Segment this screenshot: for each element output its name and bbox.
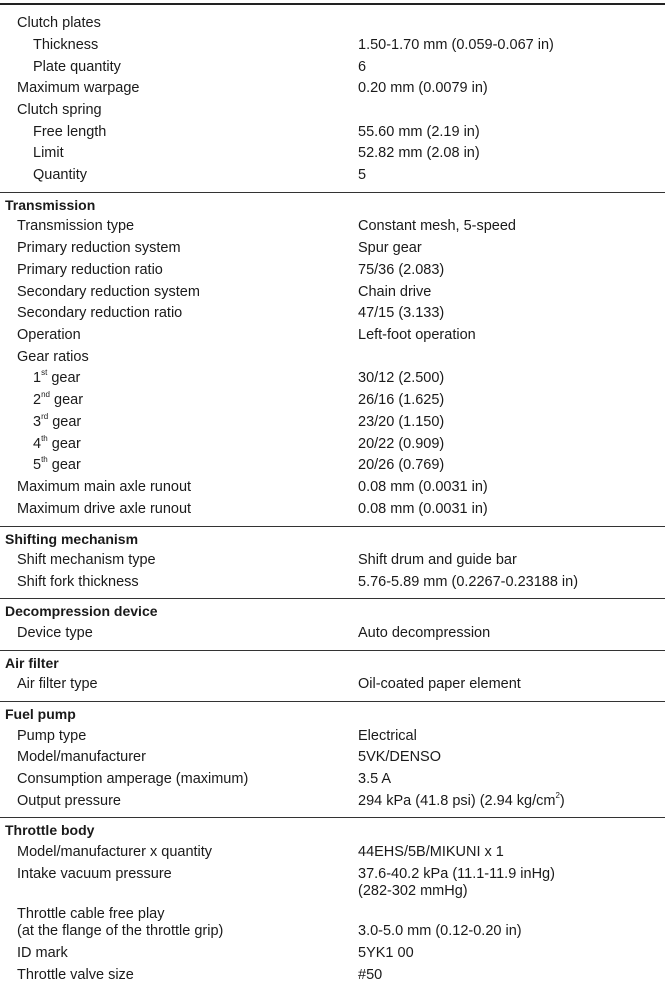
gear-1-label: 1st gear <box>33 368 81 386</box>
shift-fork-value: 5.76-5.89 mm (0.2267-0.23188 in) <box>358 574 579 590</box>
clutch-spring-label: Clutch spring <box>17 102 102 118</box>
section-divider <box>0 701 665 702</box>
gear-4-value: 20/22 (0.909) <box>358 436 445 452</box>
clutch-quantity-value: 5 <box>358 167 367 183</box>
shift-fork-label: Shift fork thickness <box>17 574 139 590</box>
section-divider <box>0 817 665 818</box>
pump-type-label: Pump type <box>17 728 87 744</box>
id-mark-value: 5YK1 00 <box>358 945 414 961</box>
clutch-thickness-label: Thickness <box>33 37 99 53</box>
throttle-title: Throttle body <box>5 822 95 838</box>
gear-2-value: 26/16 (1.625) <box>358 392 445 408</box>
pump-pressure-value: 294 kPa (41.8 psi) (2.94 $kg/cm^2$) <box>358 791 565 809</box>
secondary-ratio-value: 47/15 (3.133) <box>358 305 445 321</box>
gear-1-value: 30/12 (2.500) <box>358 370 445 386</box>
pump-model-label: Model/manufacturer <box>17 749 146 765</box>
clutch-thickness-value: 1.50-1.70 mm (0.059-0.067 in) <box>358 37 554 53</box>
clutch-free-length-label: Free length <box>33 124 107 140</box>
transmission-type-value: Constant mesh, 5-speed <box>358 218 516 234</box>
decompression-title: Decompression device <box>5 603 158 619</box>
gear-ratios-label: Gear ratios <box>17 349 89 365</box>
main-axle-runout-label: Maximum main axle runout <box>17 479 192 495</box>
clutch-warpage-label: Maximum warpage <box>17 80 140 96</box>
main-axle-runout-value: 0.08 mm (0.0031 in) <box>358 479 488 495</box>
clutch-plate-qty-value: 6 <box>358 59 367 75</box>
id-mark-label: ID mark <box>17 945 68 961</box>
vacuum-pressure-label: Intake vacuum pressure <box>17 866 172 882</box>
pump-amperage-value: 3.5 A <box>358 771 392 787</box>
vacuum-pressure-value-line2: (282-302 mmHg) <box>358 883 468 899</box>
valve-size-value: #50 <box>358 967 383 983</box>
air-filter-title: Air filter <box>5 655 59 671</box>
clutch-quantity-label: Quantity <box>33 167 87 183</box>
pump-type-value: Electrical <box>358 728 417 744</box>
section-divider <box>0 598 665 599</box>
cable-free-play-label-line2: (at the flange of the throttle grip) <box>17 923 224 939</box>
section-divider <box>0 192 665 193</box>
air-filter-type-value: Oil-coated paper element <box>358 676 521 692</box>
valve-size-label: Throttle valve size <box>17 967 134 983</box>
clutch-plates-label: Clutch plates <box>17 15 101 31</box>
gear-5-label: 5th gear <box>33 455 81 473</box>
primary-system-label: Primary reduction system <box>17 240 181 256</box>
fuel-pump-title: Fuel pump <box>5 706 76 722</box>
clutch-plate-qty-label: Plate quantity <box>33 59 121 75</box>
gear-4-label: 4th gear <box>33 434 81 452</box>
transmission-title: Transmission <box>5 197 96 213</box>
pump-model-value: 5VK/DENSO <box>358 749 441 765</box>
gear-5-value: 20/26 (0.769) <box>358 457 445 473</box>
secondary-system-value: Chain drive <box>358 284 432 300</box>
drive-axle-runout-value: 0.08 mm (0.0031 in) <box>358 501 488 517</box>
top-rule <box>0 3 665 5</box>
pump-amperage-label: Consumption amperage (maximum) <box>17 771 249 787</box>
operation-label: Operation <box>17 327 81 343</box>
air-filter-type-label: Air filter type <box>17 676 98 692</box>
primary-ratio-label: Primary reduction ratio <box>17 262 163 278</box>
pump-pressure-label: Output pressure <box>17 793 121 809</box>
clutch-free-length-value: 55.60 mm (2.19 in) <box>358 124 480 140</box>
operation-value: Left-foot operation <box>358 327 476 343</box>
drive-axle-runout-label: Maximum drive axle runout <box>17 501 192 517</box>
throttle-model-label: Model/manufacturer x quantity <box>17 844 213 860</box>
device-type-value: Auto decompression <box>358 625 491 641</box>
cable-free-play-label-line1: Throttle cable free play <box>17 906 165 922</box>
primary-ratio-value: 75/36 (2.083) <box>358 262 445 278</box>
secondary-system-label: Secondary reduction system <box>17 284 200 300</box>
clutch-limit-label: Limit <box>33 145 64 161</box>
clutch-limit-value: 52.82 mm (2.08 in) <box>358 145 480 161</box>
section-divider <box>0 650 665 651</box>
secondary-ratio-label: Secondary reduction ratio <box>17 305 183 321</box>
gear-3-value: 23/20 (1.150) <box>358 414 445 430</box>
clutch-warpage-value: 0.20 mm (0.0079 in) <box>358 80 488 96</box>
shift-type-value: Shift drum and guide bar <box>358 552 517 568</box>
transmission-type-label: Transmission type <box>17 218 135 234</box>
shifting-title: Shifting mechanism <box>5 531 139 547</box>
gear-3-label: 3rd gear <box>33 412 82 430</box>
vacuum-pressure-value-line1: 37.6-40.2 kPa (11.1-11.9 inHg) <box>358 866 555 882</box>
device-type-label: Device type <box>17 625 93 641</box>
throttle-model-value: 44EHS/5B/MIKUNI x 1 <box>358 844 504 860</box>
primary-system-value: Spur gear <box>358 240 422 256</box>
section-divider <box>0 526 665 527</box>
cable-free-play-value: 3.0-5.0 mm (0.12-0.20 in) <box>358 923 522 939</box>
gear-2-label: 2nd gear <box>33 390 84 408</box>
shift-type-label: Shift mechanism type <box>17 552 156 568</box>
